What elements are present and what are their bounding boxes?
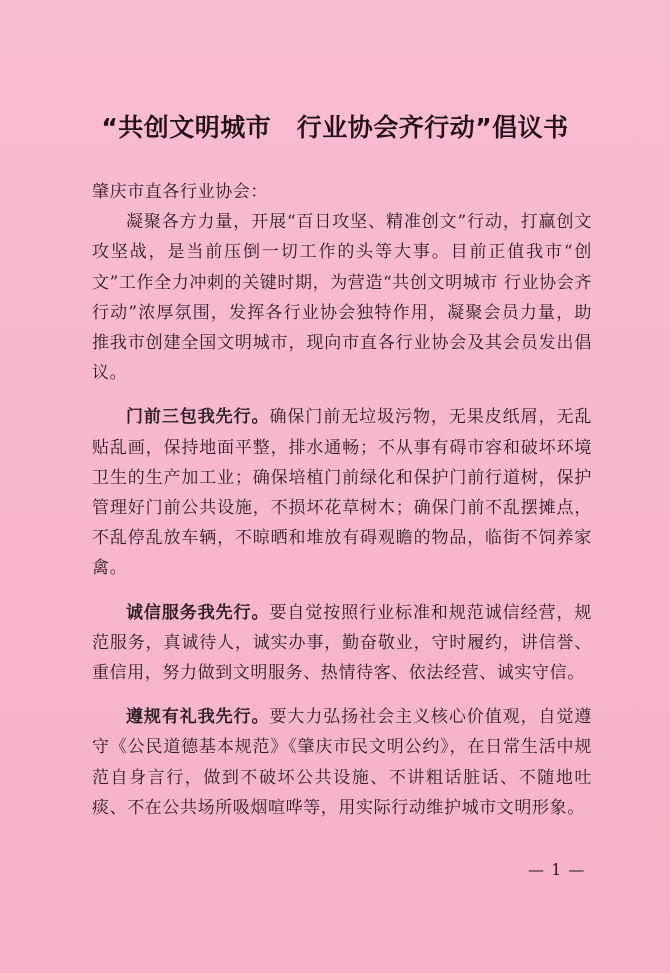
section-paragraph-integrity [92, 598, 592, 689]
section-text-integrity: 要自觉按照行业标准和规范诚信经营，规范服务，真诚待人，诚实办事，勤奋敬业，守时履约，讲信誉、重信用，努力做到文明服务、热情待客、依法经营、诚实守信。 [92, 602, 592, 684]
section-lead-doorstep: 门前三包我先行。 [126, 407, 270, 428]
section-paragraph-courtesy [92, 702, 592, 823]
document-title: “共创文明城市 行业协会齐行动”倡议书 [101, 113, 569, 142]
section-lead-courtesy: 遵规有礼我先行。 [126, 707, 270, 728]
section-text-doorstep: 确保门前无垃圾污物，无果皮纸屑，无乱贴乱画，保持地面平整，排水通畅；不从事有碍市容和破坏环境卫生的生产加工业；确保培植门前绿化和保护门前行道树，保护管理好门前公共设施，不损坏花草树木；确保门前不乱摆摊点，不乱停乱放车辆，不晾晒和堆放有碍观瞻的物品，临街不饲养家禽。 [92, 407, 592, 579]
section-text-courtesy: 要大力弘扬社会主义核心价值观，自觉遵守《公民道德基本规范》《肇庆市民文明公约》，在日常生活中规范自身言行，做到不破坏公共设施、不讲粗话脏话、不随地吐痰、不在公共场所吸烟喧哗等，用实际行动维护城市文明形象。 [92, 707, 592, 818]
section-paragraph-doorstep [92, 402, 592, 583]
document-body [92, 177, 592, 823]
page-number: — 1 — [528, 860, 586, 879]
section-lead-integrity: 诚信服务我先行。 [126, 602, 270, 623]
salutation: 肇庆市直各行业协会： [92, 182, 268, 202]
intro-paragraph: 凝聚各方力量，开展“百日攻坚、精准创文”行动，打赢创文攻坚战，是当前压倒一切工作的头等大事。目前正值我市“创文”工作全力冲刺的关键时期，为营造“共创文明城市 行业协会齐行动”浓厚氛围，发挥各行业协会独特作用，凝聚会员力量，助推我市创建全国文明城市，现向市直各行业协会及其会员发出倡议。 [92, 212, 592, 384]
